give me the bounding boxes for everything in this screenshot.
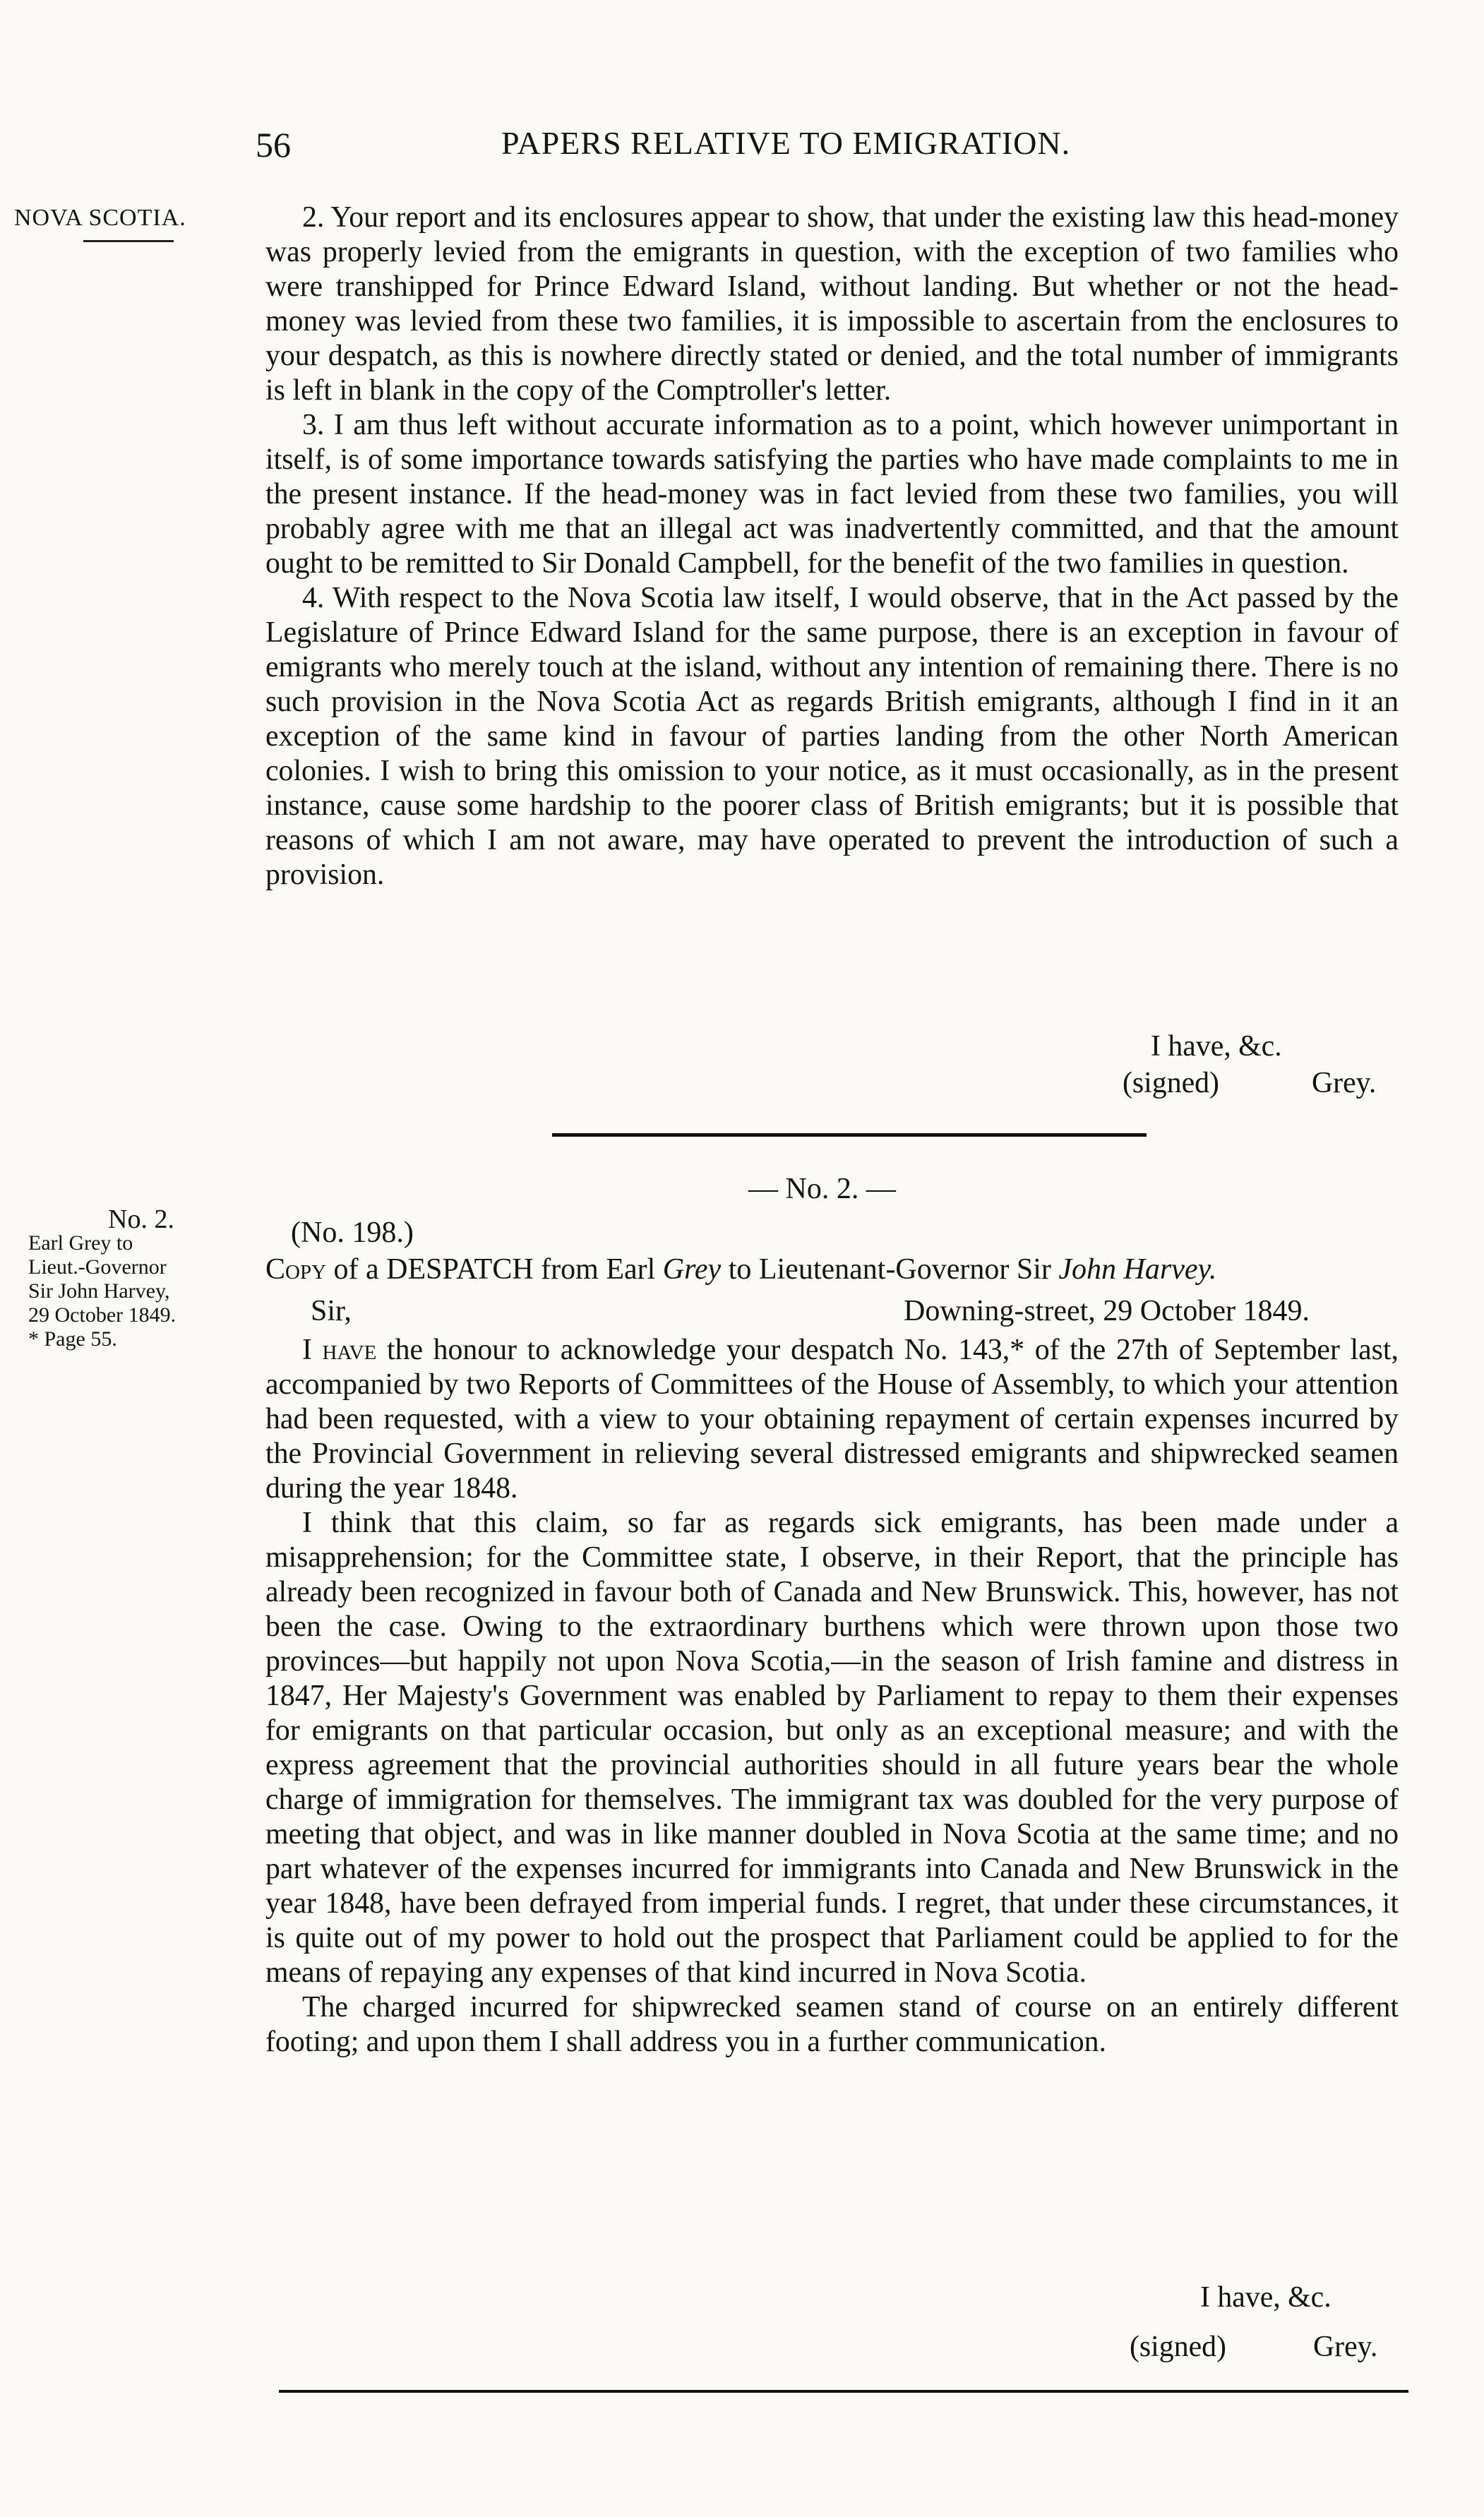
side-note-line: 29 October 1849. [28, 1303, 176, 1327]
despatch-body [265, 1333, 1399, 2059]
bottom-rule [279, 2390, 1408, 2393]
despatch-paragraph-3: The charged incurred for shipwrecked seamen stand of course on an entirely different footing; and upon them I shall address you in a further communication. [265, 1991, 1399, 2058]
letter1-paragraph-2: 2. Your report and its enclosures appear to show, that under the existing law this head-money was properly levied from the emigrants in question, with the exception of two families who were transhipped for Prince Edward Island, without landing. But whether or not the head-money was levied from these two families, it is impossible to ascertain from the enclosures to your despatch, as this is nowhere directly stated or denied, and the total number of immigrants is left in blank in the copy of the Comptroller's letter. [265, 201, 1399, 407]
letter1-paragraph-4: 4. With respect to the Nova Scotia law itself, I would observe, that in the Act passed by the Legislature of Prince Edward Island for the same purpose, there is an exception in favour of emigrants who merely touch at the island, without any intention of remaining there. There is no such provision in the Nova Scotia Act as regards British emigrants, although I find in it an exception of the same kind in favour of parties landing from the other North American colonies. I wish to bring this omission to your notice, as it must occasionally, as in the present instance, cause some hardship to the poorer class of British emigrants; but it is possible that reasons of which I am not aware, may have operated to prevent the introduction of such a provision. [265, 582, 1399, 891]
side-note-number: No. 2. [108, 1204, 174, 1234]
despatch-reference: (No. 198.) [291, 1216, 414, 1249]
title-copy: Copy [265, 1253, 327, 1286]
first-words: I have [302, 1334, 377, 1366]
side-note [28, 1204, 254, 1351]
letter1-signed: (signed) [1123, 1067, 1219, 1099]
paragraph-text: the honour to acknowledge your despatch No. 143,* of the 27th of September last, accompanied by two Reports of Committees of the House of Assembly, to which your attention had been requested, with a view to your obtaining repayment of certain expenses incurred by the Provincial Government in relieving several distressed emigrants and shipwrecked seamen during the year 1848. [265, 1334, 1399, 1505]
place-date: Downing-street, 29 October 1849. [904, 1295, 1310, 1327]
despatch-title [265, 1252, 1216, 1286]
title-harvey: John Harvey. [1058, 1253, 1217, 1286]
letter1-closing: I have, &c. [1151, 1030, 1282, 1063]
title-text: of a DESPATCH from Earl [326, 1253, 663, 1286]
side-note-line: Earl Grey to [28, 1231, 133, 1255]
letter1-body [265, 201, 1399, 892]
despatch-closing: I have, &c. [1200, 2281, 1332, 2314]
despatch-paragraph-2: I think that this claim, so far as regards sick emigrants, has been made under a misapprehension; for the Committee state, I observe, in their Report, that the principle has already been recognized in favour both of Canada and New Brunswick. This, however, has not been the case. Owing to the extraordinary burthens which were thrown upon those two provinces—but happily not upon Nova Scotia,—in the season of Irish famine and distress in 1847, Her Majesty's Government was enabled by Parliament to repay to them their expenses for emigrants on that particular occasion, but only as an exceptional measure; and with the express agreement that the provincial authorities should in all future years bear the whole charge of immigration for themselves. The immigrant tax was doubled for the very purpose of meeting that object, and was in like manner doubled in Nova Scotia at the same time; and no part whatever of the expenses incurred for immigrants into Canada and New Brunswick in the year 1848, have been defrayed from imperial funds. I regret, that under these circumstances, it is quite out of my power to hold out the prospect that Parliament could be applied to for the means of repaying any expenses of that kind incurred in Nova Scotia. [265, 1507, 1399, 1989]
title-grey: Grey [662, 1253, 722, 1286]
section-divider [552, 1133, 1147, 1137]
salutation: Sir, [311, 1295, 352, 1327]
page-number: 56 [256, 125, 291, 165]
running-title: PAPERS RELATIVE TO EMIGRATION. [501, 125, 1071, 161]
side-note-line: Lieut.-Governor [28, 1255, 167, 1279]
document-heading: — No. 2. — [748, 1173, 896, 1205]
title-text: to Lieutenant-Governor Sir [721, 1253, 1059, 1286]
despatch-signature: Grey. [1313, 2331, 1378, 2363]
side-note-line: Sir John Harvey, [28, 1279, 170, 1303]
side-note-line: * Page 55. [28, 1327, 117, 1351]
despatch-paragraph-1 [265, 1333, 1399, 1506]
despatch-signed: (signed) [1130, 2331, 1226, 2363]
letter1-signature: Grey. [1312, 1067, 1377, 1099]
section-label-rule [83, 240, 174, 242]
section-label: NOVA SCOTIA. [14, 205, 186, 231]
letter1-paragraph-3: 3. I am thus left without accurate information as to a point, which however unimportant in itself, is of some importance towards satisfying the parties who have made complaints to me in the present instance. If the head-money was in fact levied from these two families, you will probably agree with me that an illegal act was inadvertently committed, and that the amount ought to be remitted to Sir Donald Campbell, for the benefit of the two families in question. [265, 409, 1399, 580]
